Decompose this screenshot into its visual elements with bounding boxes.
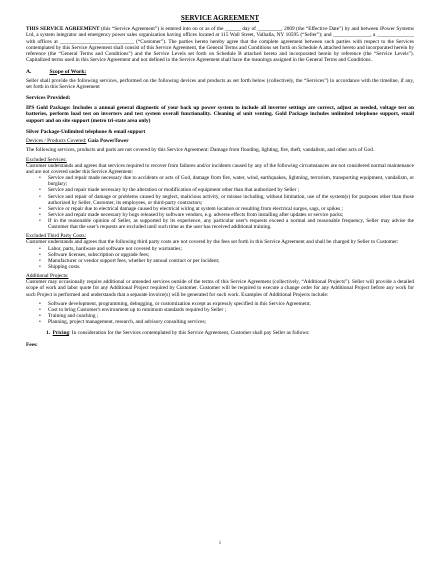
section-a-letter: A. — [26, 68, 32, 75]
page-number: i — [219, 540, 221, 546]
third-party-intro: Customer understands and agrees that the following third party costs are not covered by the fees set forth in this Service Agreement and shall be charged by Seller to Customer: — [26, 239, 399, 246]
devices-label: Devices / Products Covered: — [26, 138, 87, 144]
list-item: • Labor, parts, hardware and software not covered by warranties; — [48, 246, 414, 252]
additional-projects-list — [26, 301, 414, 325]
fees-label: Fees: — [26, 341, 38, 348]
list-item: • Service and repair made necessary by the alteration or modification of equipment other than that authorized by Seller ; — [48, 187, 414, 193]
list-item: • If in the reasonable opinion of Seller, as supported by its experience, any particular user's requests exceed a normal and reasonable frequency, Seller may advise the Customer that the user's requests are excluded until such time as the user has received additional training. — [48, 218, 414, 230]
list-item: • Manufacturer or vendor support fees, whether by annual contract or per incident; — [48, 258, 414, 264]
list-item: • Service and repair of damage or problems caused by neglect, malicious activity, or misuse including, without limitation, use of the system(s) for purposes other than those authorized by Seller, Customer, its employees, or third-party contractors; — [48, 194, 414, 206]
list-item: • Planning, project management, research, and advisory consulting services; — [48, 319, 414, 325]
excluded-services-intro: Customer understands and agrees that services required to recover from failures and/or incidents caused by any of the following circumstances are not considered normal maintenance and are not covered under this Service Agreement: — [26, 162, 414, 175]
list-item: • Service or repair due to electrical damage caused by electrical wiring at system location or resulting from electrical surges, sags, or spikes ; — [48, 206, 414, 212]
silver-package-text: Silver Package-Unlimited telephone & email support — [26, 128, 146, 135]
devices-value: Gaia PowerTower — [86, 138, 129, 144]
document-title: SERVICE AGREEMENT — [180, 14, 260, 22]
list-item: • Service and repair made necessary by bugs released by software vendors, e.g. adverse effects from installing after updates or service packs; — [48, 212, 414, 218]
scope-paragraph: Seller shall provide the following services, performed on the following devices and products as set forth below (collectively, the “Services”) in accordance with the timeline, if any, set forth in this Service Agreement — [26, 77, 414, 90]
additional-projects-heading: Additional Projects: — [26, 272, 69, 279]
list-item: • Software development, programming, debugging, or customization except as expressly specified in this Service Agreement; — [48, 301, 414, 307]
intro-text: (this “Service Agreement”) is entered into on or as of the ______ day of _________, 2009 (the “Effective Date”) by and between iPower Systems Ltd, a system integrator and emergency power sales organization having offices located at 115 Wall Street, Valhalla, NY 10595 (“Seller”); and ______________, a ______________ with offices at ____________________________ (“Customer”). The parties hereto hereby agree that the complete agreement between such parties with respect to the Services contemplated by this Service Agreement shall consist of this Service Agreement, the General Terms and Conditions set forth on Schedule A attached hereto and incorporated herein by reference (the “General Terms and Conditions”) and the Service Levels set forth on Schedule B attached hereto and incorporated herein by reference (the “Service Levels”). Capitalized terms used in this Service Agreement and not defined in the Service Agreement shall have the meanings assigned in the General Terms and Conditions. — [26, 26, 415, 64]
pricing-text: : In consideration for the Services contemplated by this Service Agreement, Customer shall pay Seller as follows: — [69, 330, 310, 337]
intro-bold-lead: THIS SERVICE AGREEMENT — [26, 26, 100, 32]
list-item: • Cost to bring Customer's environment up to minimum standards required by Seller ; — [48, 307, 414, 313]
pricing-label: Pricing — [52, 330, 70, 337]
excluded-services-heading: Excluded Services: — [26, 156, 67, 163]
intro-paragraph — [26, 26, 414, 64]
list-item: • Service and repair made necessary due to accidents or acts of God, damage from fire, water, wind, earthquakes, lightning, terrorism, transporting equipment, vandalism, or burglary; — [48, 175, 414, 187]
excluded-services-list — [26, 175, 414, 230]
additional-projects-paragraph: Customer may occasionally require additional or amended services outside of the terms of this Service Agreement (collectively, “Additional Projects”). Seller will provide a detailed scope of work and labor quote for any Additional Project required by Customer. Customer will be required to execute a change order for any Additional Project before any work for such Project is performed and understands that a separate invoice(s) will be generated for such work. Examples of Additional Projects include: — [26, 279, 414, 298]
third-party-list — [26, 246, 414, 270]
gold-package-text: IPS Gold Package: Includes a annual general diagnostic of your back up power system to include all inverter settings are correct, adjust as needed, voltage test on batteries, perform load test on inverters and test system overall functionality. Cleaning of unit venting. Gold Package includes unlimited telephone support, email support and on site support (metro tri-state area only) — [26, 105, 414, 124]
list-item: • Training and coaching ; — [48, 313, 414, 319]
services-heading: Services Provided: — [26, 95, 71, 101]
third-party-heading: Excluded Third Party Costs: — [26, 233, 87, 240]
pricing-number: 1. — [46, 330, 50, 337]
list-item: • Shipping costs. — [48, 264, 414, 270]
list-item: • Software licenses, subscription or upgrade fees; — [48, 252, 414, 258]
section-a-title: Scope of Work: — [49, 68, 87, 75]
not-covered-paragraph: The following services, products and parts are not covered by this Service Agreement: Damage from flooding, lighting, fire, theft, vandalism, and other acts of God. — [26, 147, 375, 154]
